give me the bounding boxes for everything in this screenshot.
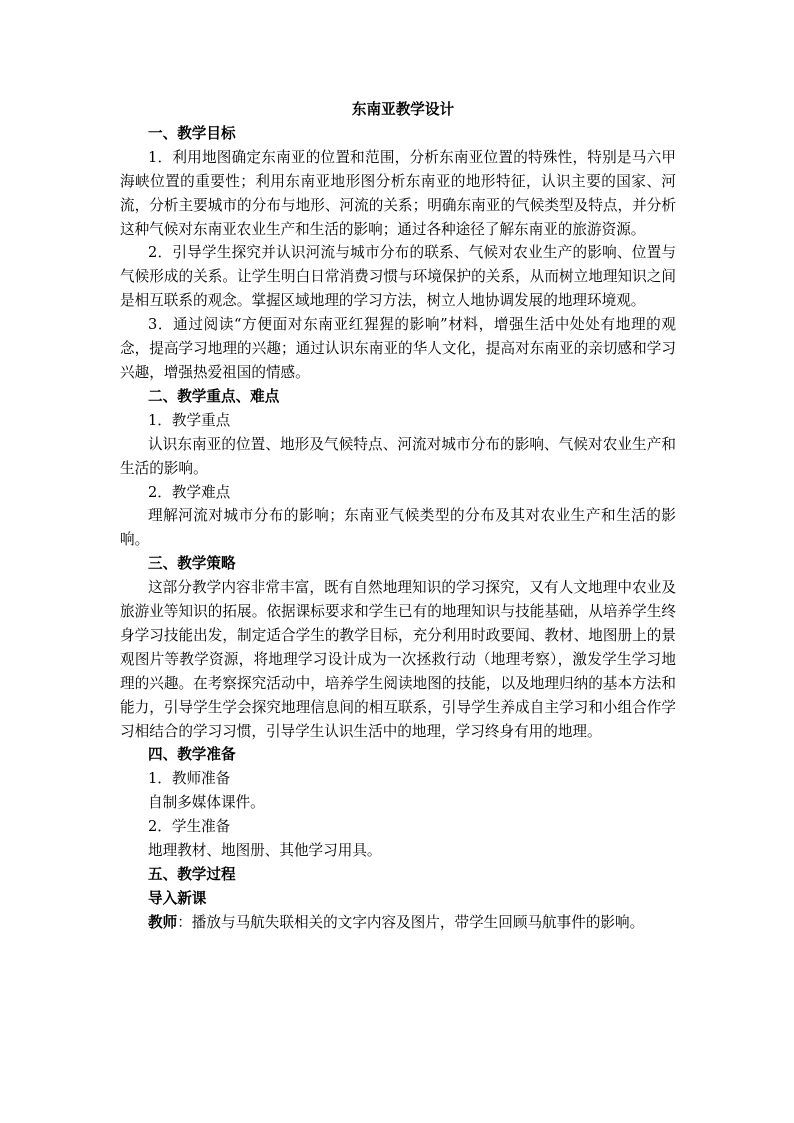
objective-paragraph-1: 1．利用地图确定东南亚的位置和范围，分析东南亚位置的特殊性，特别是马六甲海峡位置的重要性；利用东南亚地形图分析东南亚的地形特征，认识主要的国家、河流，分析主要城市的分布与地形、河流的关系；明确东南亚的气候类型及特点，并分析这种气候对东南亚农业生产和生活的影响；通过各种途径了解东南亚的旅游资源。 — [120, 148, 676, 238]
difficulty-text: 理解河流对城市分布的影响；东南亚气候类型的分布及其对农业生产和生活的影响。 — [120, 507, 676, 549]
document-page — [120, 98, 676, 935]
strategy-text: 这部分教学内容非常丰富，既有自然地理知识的学习探究，又有人文地理中农业及旅游业等知识的拓展。依据课标要求和学生已有的地理知识与技能基础，从培养学生终身学习技能出发，制定适合学生的教学目标，充分利用时政要闻、教材、地图册上的景观图片等教学资源，将地理学习设计成为一次拯救行动（地理考察），激发学生学习地理的兴趣。在考察探究活动中，培养学生阅读地图的技能，以及地理归纳的基本方法和能力，引导学生学会探究地理信息间的相互联系，引导学生养成自主学习和小组合作学习相结合的学习习惯，引导学生认识生活中的地理，学习终身有用的地理。 — [120, 579, 676, 740]
section-heading-objectives: 一、教学目标 — [148, 124, 236, 142]
section-heading-preparation: 四、教学准备 — [148, 746, 236, 764]
teacher-prep-text: 自制多媒体课件。 — [148, 794, 265, 812]
teacher-activity-line — [120, 911, 676, 935]
teacher-activity-text: ：播放与马航失联相关的文字内容及图片，带学生回顾马航事件的影响。 — [177, 913, 645, 931]
student-prep-text: 地理教材、地图册、其他学习用具。 — [148, 842, 382, 860]
section-heading-process: 五、教学过程 — [148, 866, 236, 883]
objective-paragraph-2: 2．引导学生探究并认识河流与城市分布的联系、气候对农业生产的影响、位置与气候形成的关系。让学生明白日常消费习惯与环境保护的关系，从而树立地理知识之间是相互联系的观念。掌握区域地理的学习方法，树立人地协调发展的地理环境观。 — [120, 244, 676, 310]
subheading-key-focus: 1．教学重点 — [148, 411, 231, 429]
key-focus-text: 认识东南亚的位置、地形及气候特点、河流对城市分布的影响、气候对农业生产和生活的影响。 — [120, 435, 676, 477]
section-heading-strategy: 三、教学策略 — [148, 555, 236, 573]
subheading-student-prep: 2．学生准备 — [148, 818, 231, 836]
teacher-label: 教师 — [148, 913, 178, 931]
subheading-teacher-prep: 1．教师准备 — [148, 770, 231, 788]
subheading-intro: 导入新课 — [148, 889, 207, 907]
section-heading-key-points: 二、教学重点、难点 — [148, 387, 280, 405]
document-title: 东南亚教学设计 — [351, 101, 455, 118]
subheading-difficulty: 2．教学难点 — [148, 483, 231, 501]
objective-paragraph-3: 3．通过阅读“方便面对东南亚红猩猩的影响”材料，增强生活中处处有地理的观念，提高学习地理的兴趣；通过认识东南亚的华人文化，提高对东南亚的亲切感和学习兴趣，增强热爱祖国的情感。 — [120, 316, 676, 381]
